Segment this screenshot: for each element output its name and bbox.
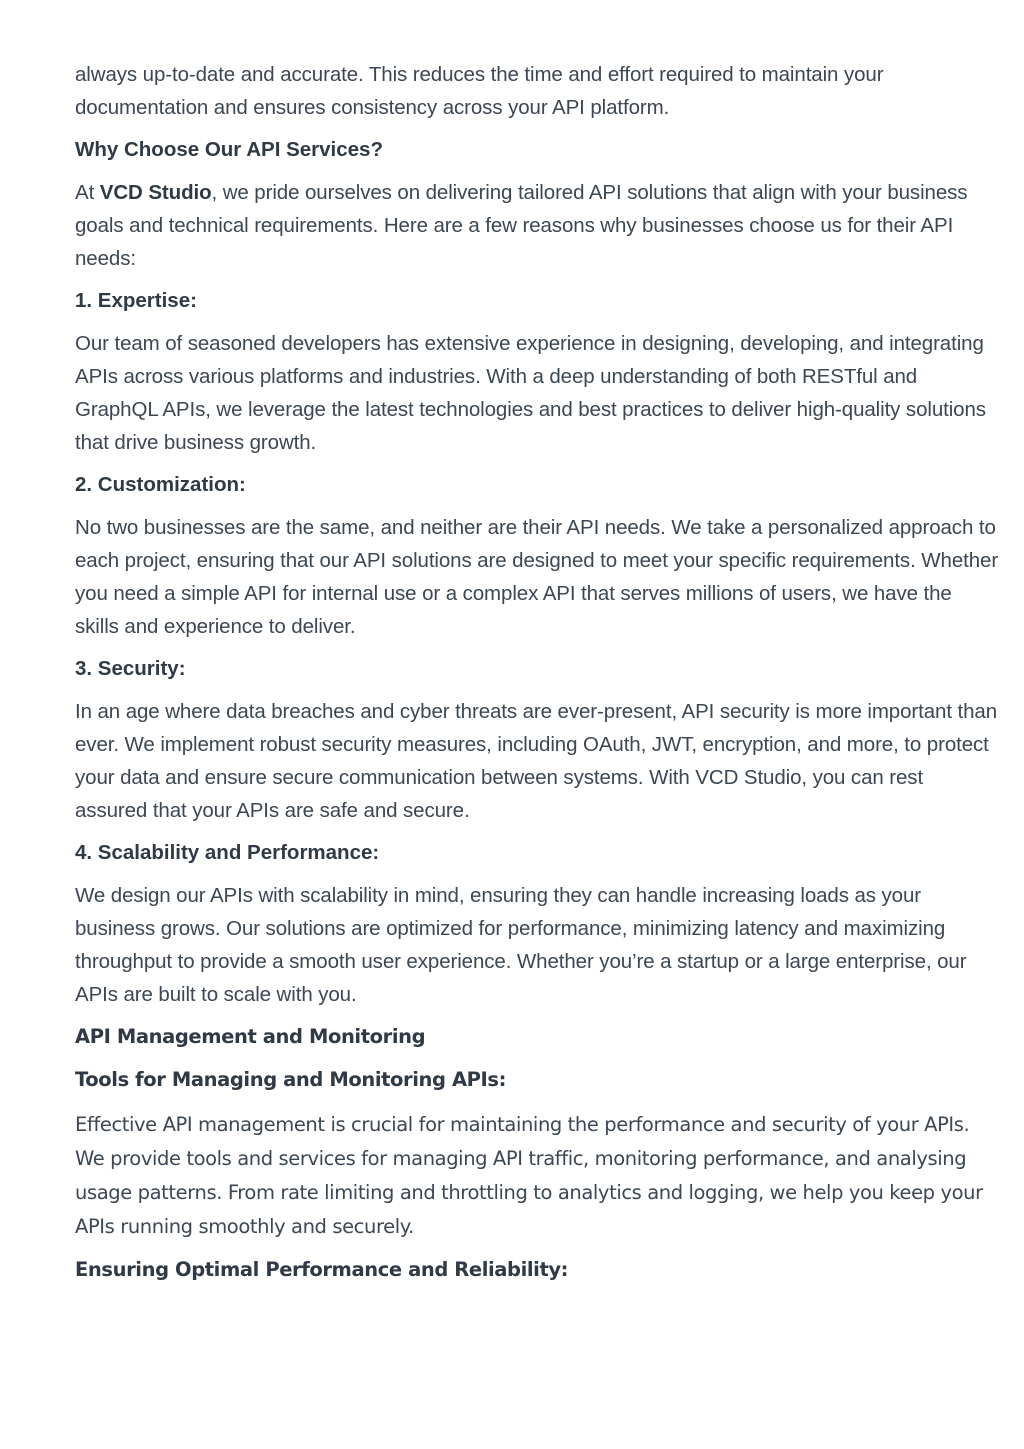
reason-body-expertise: Our team of seasoned developers has extensive experience in designing, developing, and integrating APIs across various platforms and industries. With a deep understanding of both RESTful and GraphQL APIs, we leverage the latest technologies and best practices to deliver high-quality solutions that drive business growth. (75, 332, 986, 454)
management-heading: API Management and Monitoring (75, 1025, 426, 1048)
document-page (75, 58, 1000, 1298)
reason-body-scalability: We design our APIs with scalability in mind, ensuring they can handle increasing loads as your business grows. Our solutions are optimized for performance, minimizing latency and maximizing throughput to provide a smooth user experience. Whether you’re a startup or a large enterprise, our APIs are built to scale with you. (75, 884, 967, 1006)
intro-prefix: At (75, 181, 100, 204)
intro-continuation-paragraph: always up-to-date and accurate. This reduces the time and effort required to maintain your documentation and ensures consistency across your API platform. (75, 63, 884, 119)
why-choose-heading: Why Choose Our API Services? (75, 138, 383, 161)
reason-heading-customization: 2. Customization: (75, 473, 246, 496)
reason-heading-security: 3. Security: (75, 657, 186, 680)
tools-body-paragraph: Effective API management is crucial for maintaining the performance and security of your APIs. We provide tools and services for managing API traffic, monitoring performance, and analysing usage patterns. From rate limiting and throttling to analytics and logging, we help you keep your APIs running smoothly and securely. (75, 1113, 983, 1238)
reason-body-customization: No two businesses are the same, and neither are their API needs. We take a personalized approach to each project, ensuring that our API solutions are designed to meet your specific requirements. Whether you need a simple API for internal use or a complex API that serves millions of users, we have the skills and experience to deliver. (75, 516, 999, 638)
why-choose-intro-paragraph (75, 176, 1000, 275)
tools-heading: Tools for Managing and Monitoring APIs: (75, 1068, 506, 1091)
reason-heading-scalability: 4. Scalability and Performance: (75, 841, 380, 864)
intro-suffix: , we pride ourselves on delivering tailored API solutions that align with your business goals and technical requirements. Here are a few reasons why businesses choose us for their API needs: (75, 181, 968, 270)
reason-body-security: In an age where data breaches and cyber threats are ever-present, API security is more important than ever. We implement robust security measures, including OAuth, JWT, encryption, and more, to protect your data and ensure secure communication between systems. With VCD Studio, you can rest assured that your APIs are safe and secure. (75, 700, 998, 822)
reason-heading-expertise: 1. Expertise: (75, 289, 197, 312)
performance-heading: Ensuring Optimal Performance and Reliability: (75, 1258, 569, 1281)
brand-name: VCD Studio (99, 181, 212, 204)
